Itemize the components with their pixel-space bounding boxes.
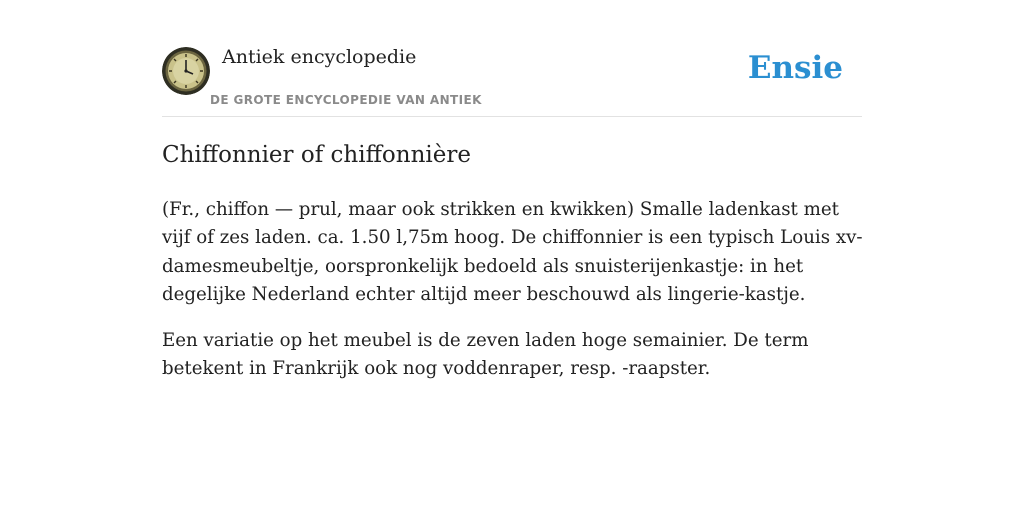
entry-paragraph: (Fr., chiffon — prul, maar ook strikken en kwikken) Smalle ladenkast met vijf of zes laden. ca. 1.50 l,75m hoog. De chiffonnier is een typisch Louis xv-damesmeubeltje, oorspronkelijk bedoeld als snuisterijenkastje: in het degelijke Nederland echter altijd meer beschouwd als lingerie-kastje. — [162, 199, 863, 305]
entry-content — [162, 138, 864, 402]
brand-logo-link[interactable]: Ensie — [747, 50, 843, 86]
entry-paragraph: Een variatie op het meubel is de zeven laden hoge semainier. De term betekent in Frankrijk ook nog voddenraper, resp. -raapster. — [162, 330, 809, 380]
clock-icon[interactable] — [162, 47, 210, 95]
site-subtitle: DE GROTE ENCYCLOPEDIE VAN ANTIEK — [210, 93, 482, 107]
entry-title: Chiffonnier of chiffonnière — [162, 142, 471, 168]
site-header — [162, 44, 862, 117]
entry-body — [162, 196, 864, 384]
site-title[interactable]: Antiek encyclopedie — [222, 46, 417, 68]
